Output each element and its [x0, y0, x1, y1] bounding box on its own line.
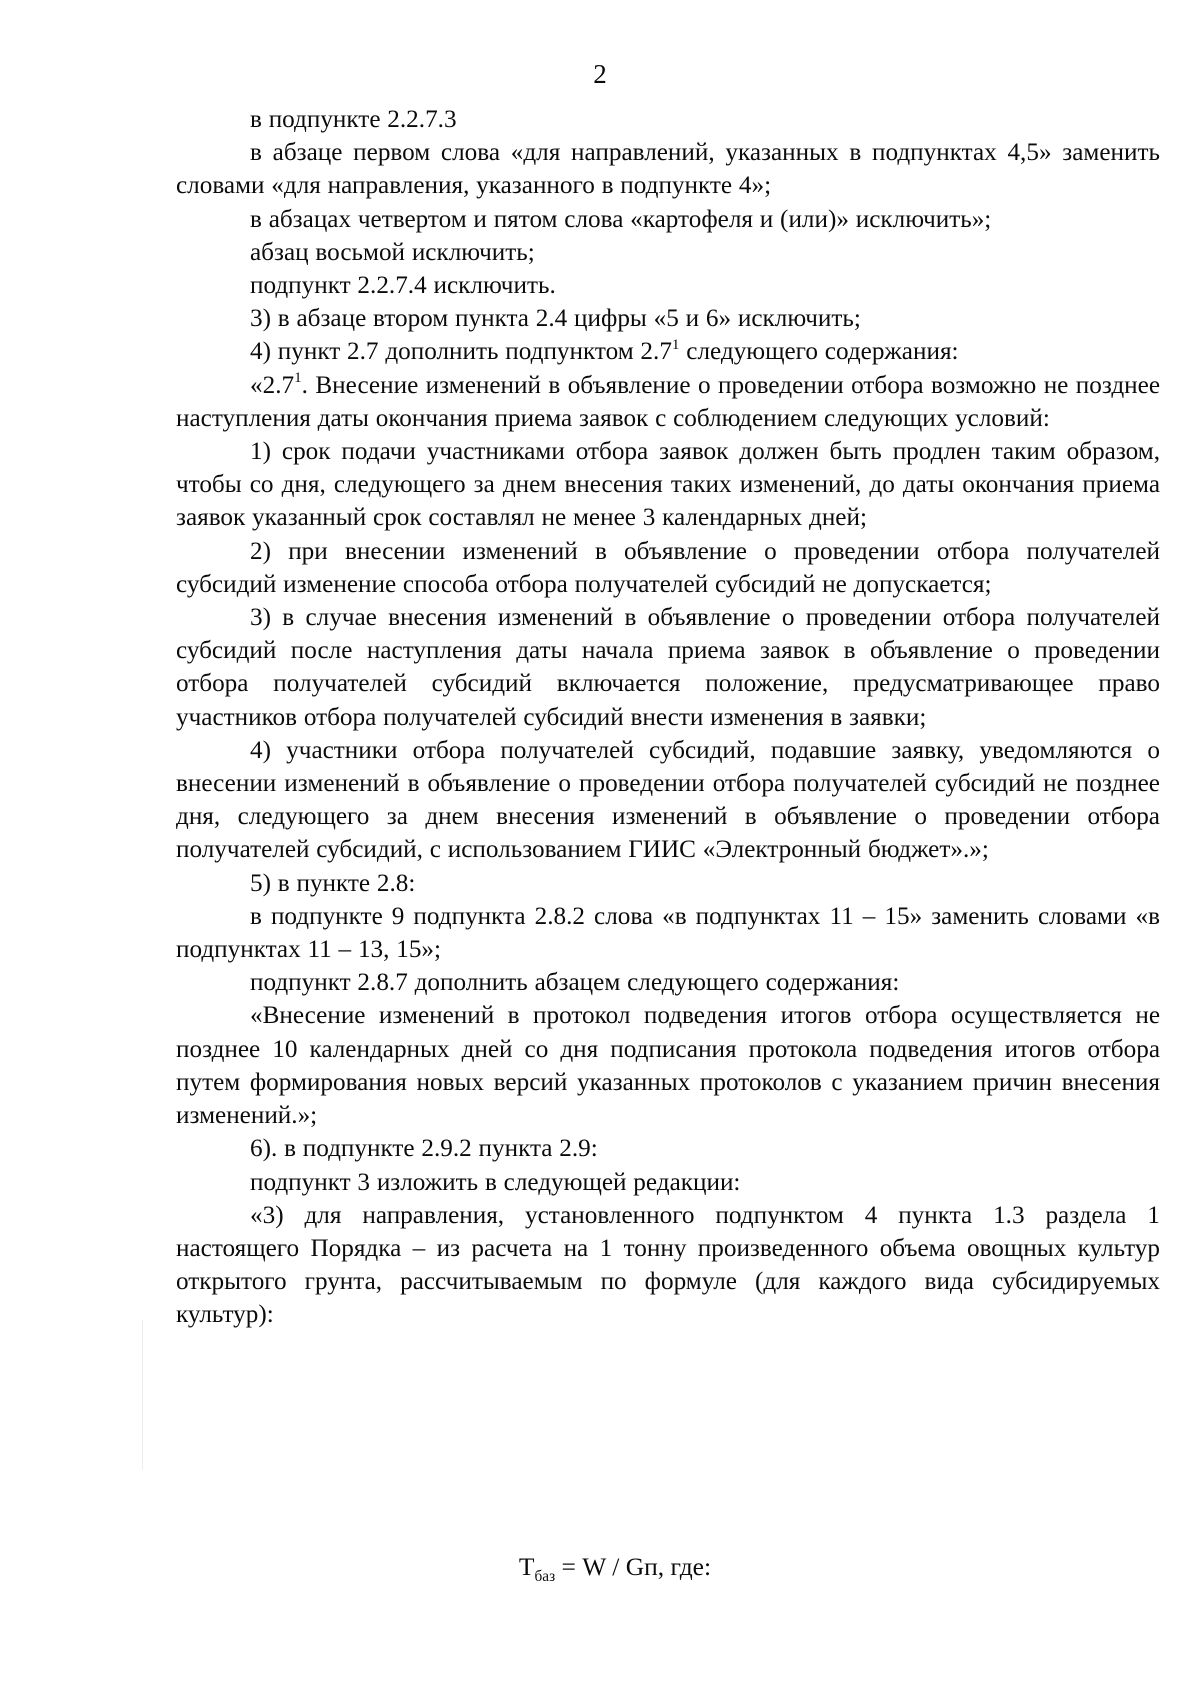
paragraph: 4) участники отбора получателей субсидий, подавшие заявку, уведомляются о внесении изменений в объявление о проведении отбора получателей субсидий не позднее дня, следующего за днем внесения изменений в объявление о проведении отбора получателей субсидий, с использованием ГИИС «Электронный бюджет».»; — [176, 736, 1160, 864]
paragraph-text: следующего содержания: — [679, 338, 959, 366]
paragraph-text: «2.7 — [250, 371, 295, 399]
paragraph: 1) срок подачи участниками отбора заявок должен быть продлен таким образом, чтобы со дня, следующего за днем внесения таких изменений, до даты окончания приема заявок указанный срок составлял не менее 3 календарных дней; — [176, 438, 1160, 532]
paragraph: абзац восьмой исключить; — [250, 238, 535, 266]
paragraph: в подпункте 9 подпункта 2.8.2 слова «в подпунктах 11 – 15» заменить словами «в подпунктах 11 – 13, 15»; — [176, 902, 1160, 964]
paragraph: 5) в пункте 2.8: — [250, 869, 416, 897]
paragraph: подпункт 2.8.7 дополнить абзацем следующего содержания: — [250, 969, 900, 997]
document-body — [176, 103, 1160, 1332]
paragraph-text: . Внесение изменений в объявление о проведении отбора возможно не позднее наступления даты окончания приема заявок с соблюдением следующих условий: — [176, 371, 1160, 432]
paragraph-with-superscript — [176, 335, 1160, 368]
paragraph-with-superscript — [176, 369, 1160, 435]
paragraph: подпункт 2.2.7.4 исключить. — [250, 272, 556, 300]
paragraph: 3) в случае внесения изменений в объявление о проведении отбора получателей субсидий после наступления даты начала приема заявок в объявление о проведении отбора получателей субсидий включается положение, предусматривающее право участников отбора получателей субсидий внести изменения в заявки; — [176, 604, 1160, 731]
paragraph: 6). в подпункте 2.9.2 пункта 2.9: — [250, 1135, 598, 1163]
scan-margin-line — [142, 1320, 143, 1470]
formula-expression: = W / Gп, где: — [555, 1552, 712, 1581]
paragraph: в подпункте 2.2.7.3 — [250, 106, 457, 133]
superscript: 1 — [671, 337, 680, 354]
paragraph-text: 4) пункт 2.7 дополнить подпунктом 2.7 — [250, 338, 672, 366]
paragraph: подпункт 3 изложить в следующей редакции: — [250, 1168, 741, 1196]
formula-subscript: баз — [534, 1568, 556, 1586]
paragraph: в абзаце первом слова «для направлений, указанных в подпунктах 4,5» заменить словами «для направления, указанного в подпункте 4»; — [176, 139, 1160, 200]
paragraph: 3) в абзаце втором пункта 2.4 цифры «5 и 6» исключить; — [250, 305, 861, 333]
formula-symbol: Т — [518, 1552, 535, 1581]
page-number: 2 — [593, 59, 607, 89]
paragraph: 2) при внесении изменений в объявление о проведении отбора получателей субсидий изменение способа отбора получателей субсидий не допускается; — [176, 537, 1160, 598]
paragraph: «3) для направления, установленного подпунктом 4 пункта 1.3 раздела 1 настоящего Порядка – из расчета на 1 тонну произведенного объема овощных культур открытого грунта, рассчитываемым по формуле (для каждого вида субсидируемых культур): — [176, 1201, 1160, 1329]
paragraph: в абзацах четвертом и пятом слова «картофеля и (или)» исключить»; — [250, 205, 992, 233]
superscript: 1 — [294, 370, 302, 387]
formula — [0, 1551, 1200, 1586]
paragraph: «Внесение изменений в протокол подведения итогов отбора осуществляется не позднее 10 календарных дней со дня подписания протокола подведения итогов отбора путем формирования новых версий указанных протоколов с указанием причин внесения изменений.»; — [176, 1002, 1160, 1130]
